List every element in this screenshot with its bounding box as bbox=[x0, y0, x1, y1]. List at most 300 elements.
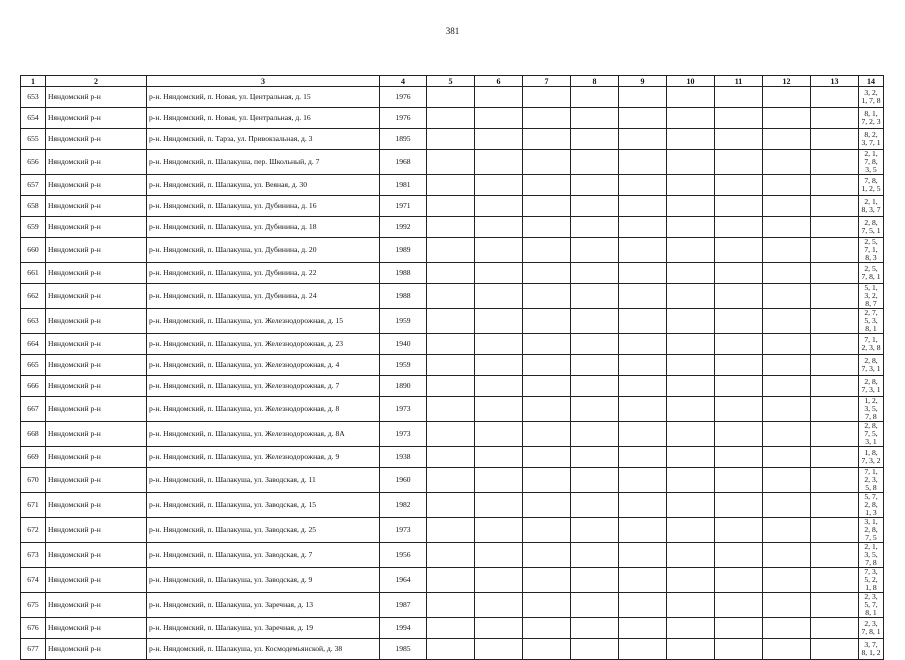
empty-cell-col-13 bbox=[811, 493, 859, 518]
empty-cell-col-6 bbox=[475, 639, 523, 660]
row-number: 671 bbox=[21, 493, 46, 518]
empty-cell-col-5 bbox=[427, 618, 475, 639]
column-header-11: 11 bbox=[715, 76, 763, 87]
table-row bbox=[21, 493, 884, 518]
empty-cell-col-9 bbox=[619, 593, 667, 618]
empty-cell-col-8 bbox=[571, 334, 619, 355]
empty-cell-col-11 bbox=[715, 593, 763, 618]
empty-cell-col-6 bbox=[475, 108, 523, 129]
empty-cell-col-11 bbox=[715, 196, 763, 217]
column-header-9: 9 bbox=[619, 76, 667, 87]
address-cell: р-н. Няндомский, п. Новая, ул. Центральная, д. 16 bbox=[147, 108, 380, 129]
empty-cell-col-5 bbox=[427, 518, 475, 543]
empty-cell-col-8 bbox=[571, 284, 619, 309]
row-number: 675 bbox=[21, 593, 46, 618]
empty-cell-col-7 bbox=[523, 309, 571, 334]
table-row bbox=[21, 397, 884, 422]
empty-cell-col-13 bbox=[811, 618, 859, 639]
row-number: 662 bbox=[21, 284, 46, 309]
code-cell: 7, 8, 1, 2, 5 bbox=[859, 175, 884, 196]
table-row bbox=[21, 334, 884, 355]
empty-cell-col-6 bbox=[475, 263, 523, 284]
empty-cell-col-11 bbox=[715, 493, 763, 518]
empty-cell-col-10 bbox=[667, 468, 715, 493]
empty-cell-col-12 bbox=[763, 376, 811, 397]
row-number: 664 bbox=[21, 334, 46, 355]
empty-cell-col-13 bbox=[811, 518, 859, 543]
empty-cell-col-13 bbox=[811, 447, 859, 468]
address-cell: р-н. Няндомский, п. Шалакуша, ул. Железнодорожная, д. 8 bbox=[147, 397, 380, 422]
empty-cell-col-5 bbox=[427, 447, 475, 468]
table-row bbox=[21, 618, 884, 639]
row-number: 653 bbox=[21, 87, 46, 108]
empty-cell-col-6 bbox=[475, 129, 523, 150]
empty-cell-col-7 bbox=[523, 196, 571, 217]
empty-cell-col-8 bbox=[571, 238, 619, 263]
empty-cell-col-7 bbox=[523, 397, 571, 422]
row-number: 668 bbox=[21, 422, 46, 447]
code-cell: 2, 3, 7, 8, 1 bbox=[859, 618, 884, 639]
empty-cell-col-13 bbox=[811, 238, 859, 263]
empty-cell-col-7 bbox=[523, 284, 571, 309]
empty-cell-col-13 bbox=[811, 397, 859, 422]
empty-cell-col-13 bbox=[811, 468, 859, 493]
empty-cell-col-11 bbox=[715, 355, 763, 376]
empty-cell-col-10 bbox=[667, 150, 715, 175]
table-row bbox=[21, 593, 884, 618]
code-cell: 5, 7, 2, 8, 1, 3 bbox=[859, 493, 884, 518]
empty-cell-col-11 bbox=[715, 238, 763, 263]
empty-cell-col-5 bbox=[427, 493, 475, 518]
address-cell: р-н. Няндомский, п. Тарза, ул. Привокзальная, д. 3 bbox=[147, 129, 380, 150]
district-cell: Няндомский р-н bbox=[46, 518, 147, 543]
empty-cell-col-6 bbox=[475, 284, 523, 309]
row-number: 660 bbox=[21, 238, 46, 263]
empty-cell-col-9 bbox=[619, 355, 667, 376]
empty-cell-col-12 bbox=[763, 618, 811, 639]
column-header-2: 2 bbox=[46, 76, 147, 87]
empty-cell-col-9 bbox=[619, 543, 667, 568]
empty-cell-col-8 bbox=[571, 108, 619, 129]
empty-cell-col-9 bbox=[619, 618, 667, 639]
empty-cell-col-12 bbox=[763, 284, 811, 309]
address-cell: р-н. Няндомский, п. Шалакуша, ул. Дубинина, д. 16 bbox=[147, 196, 380, 217]
empty-cell-col-9 bbox=[619, 468, 667, 493]
row-number: 676 bbox=[21, 618, 46, 639]
column-header-7: 7 bbox=[523, 76, 571, 87]
empty-cell-col-9 bbox=[619, 263, 667, 284]
empty-cell-col-9 bbox=[619, 518, 667, 543]
address-cell: р-н. Няндомский, п. Шалакуша, пер. Школьный, д. 7 bbox=[147, 150, 380, 175]
empty-cell-col-12 bbox=[763, 518, 811, 543]
empty-cell-col-10 bbox=[667, 87, 715, 108]
row-number: 654 bbox=[21, 108, 46, 129]
column-header-6: 6 bbox=[475, 76, 523, 87]
empty-cell-col-13 bbox=[811, 355, 859, 376]
year-cell: 1973 bbox=[380, 397, 427, 422]
empty-cell-col-6 bbox=[475, 196, 523, 217]
district-cell: Няндомский р-н bbox=[46, 593, 147, 618]
empty-cell-col-11 bbox=[715, 422, 763, 447]
empty-cell-col-12 bbox=[763, 543, 811, 568]
district-cell: Няндомский р-н bbox=[46, 108, 147, 129]
empty-cell-col-11 bbox=[715, 263, 763, 284]
empty-cell-col-5 bbox=[427, 376, 475, 397]
empty-cell-col-12 bbox=[763, 568, 811, 593]
year-cell: 1987 bbox=[380, 593, 427, 618]
district-cell: Няндомский р-н bbox=[46, 493, 147, 518]
address-cell: р-н. Няндомский, п. Шалакуша, ул. Заречная, д. 13 bbox=[147, 593, 380, 618]
row-number: 656 bbox=[21, 150, 46, 175]
district-cell: Няндомский р-н bbox=[46, 422, 147, 447]
empty-cell-col-7 bbox=[523, 468, 571, 493]
empty-cell-col-5 bbox=[427, 150, 475, 175]
address-cell: р-н. Няндомский, п. Шалакуша, ул. Железнодорожная, д. 7 bbox=[147, 376, 380, 397]
district-cell: Няндомский р-н bbox=[46, 129, 147, 150]
code-cell: 2, 8, 7, 3, 1 bbox=[859, 355, 884, 376]
district-cell: Няндомский р-н bbox=[46, 284, 147, 309]
page-number: 381 bbox=[445, 26, 460, 36]
empty-cell-col-5 bbox=[427, 108, 475, 129]
empty-cell-col-6 bbox=[475, 593, 523, 618]
empty-cell-col-13 bbox=[811, 334, 859, 355]
empty-cell-col-8 bbox=[571, 175, 619, 196]
empty-cell-col-5 bbox=[427, 422, 475, 447]
empty-cell-col-9 bbox=[619, 196, 667, 217]
table-row bbox=[21, 263, 884, 284]
district-cell: Няндомский р-н bbox=[46, 568, 147, 593]
column-header-4: 4 bbox=[380, 76, 427, 87]
empty-cell-col-10 bbox=[667, 447, 715, 468]
empty-cell-col-11 bbox=[715, 639, 763, 660]
empty-cell-col-10 bbox=[667, 493, 715, 518]
empty-cell-col-12 bbox=[763, 108, 811, 129]
district-cell: Няндомский р-н bbox=[46, 217, 147, 238]
empty-cell-col-12 bbox=[763, 175, 811, 196]
empty-cell-col-5 bbox=[427, 217, 475, 238]
empty-cell-col-7 bbox=[523, 238, 571, 263]
empty-cell-col-8 bbox=[571, 355, 619, 376]
empty-cell-col-6 bbox=[475, 217, 523, 238]
empty-cell-col-10 bbox=[667, 593, 715, 618]
empty-cell-col-5 bbox=[427, 175, 475, 196]
empty-cell-col-12 bbox=[763, 639, 811, 660]
row-number: 667 bbox=[21, 397, 46, 422]
empty-cell-col-13 bbox=[811, 150, 859, 175]
year-cell: 1973 bbox=[380, 518, 427, 543]
empty-cell-col-7 bbox=[523, 618, 571, 639]
empty-cell-col-12 bbox=[763, 593, 811, 618]
empty-cell-col-11 bbox=[715, 175, 763, 196]
row-number: 657 bbox=[21, 175, 46, 196]
code-cell: 7, 3, 5, 2, 1, 8 bbox=[859, 568, 884, 593]
empty-cell-col-11 bbox=[715, 129, 763, 150]
empty-cell-col-13 bbox=[811, 87, 859, 108]
empty-cell-col-12 bbox=[763, 309, 811, 334]
empty-cell-col-5 bbox=[427, 468, 475, 493]
address-cell: р-н. Няндомский, п. Шалакуша, ул. Железнодорожная, д. 4 bbox=[147, 355, 380, 376]
year-cell: 1976 bbox=[380, 108, 427, 129]
empty-cell-col-6 bbox=[475, 468, 523, 493]
empty-cell-col-10 bbox=[667, 355, 715, 376]
row-number: 658 bbox=[21, 196, 46, 217]
empty-cell-col-5 bbox=[427, 639, 475, 660]
empty-cell-col-10 bbox=[667, 196, 715, 217]
empty-cell-col-6 bbox=[475, 238, 523, 263]
district-cell: Няндомский р-н bbox=[46, 468, 147, 493]
empty-cell-col-9 bbox=[619, 309, 667, 334]
empty-cell-col-8 bbox=[571, 593, 619, 618]
table-row bbox=[21, 639, 884, 660]
table-row bbox=[21, 129, 884, 150]
table-row bbox=[21, 447, 884, 468]
empty-cell-col-8 bbox=[571, 397, 619, 422]
table-row bbox=[21, 284, 884, 309]
empty-cell-col-12 bbox=[763, 397, 811, 422]
empty-cell-col-11 bbox=[715, 447, 763, 468]
code-cell: 2, 1, 8, 3, 7 bbox=[859, 196, 884, 217]
empty-cell-col-10 bbox=[667, 568, 715, 593]
address-cell: р-н. Няндомский, п. Шалакуша, ул. Дубинина, д. 22 bbox=[147, 263, 380, 284]
empty-cell-col-8 bbox=[571, 263, 619, 284]
code-cell: 2, 3, 5, 7, 8, 1 bbox=[859, 593, 884, 618]
empty-cell-col-8 bbox=[571, 309, 619, 334]
empty-cell-col-6 bbox=[475, 376, 523, 397]
empty-cell-col-7 bbox=[523, 175, 571, 196]
empty-cell-col-10 bbox=[667, 284, 715, 309]
year-cell: 1988 bbox=[380, 263, 427, 284]
empty-cell-col-5 bbox=[427, 543, 475, 568]
table-row bbox=[21, 568, 884, 593]
empty-cell-col-12 bbox=[763, 355, 811, 376]
empty-cell-col-10 bbox=[667, 543, 715, 568]
row-number: 655 bbox=[21, 129, 46, 150]
code-cell: 3, 1, 2, 8, 7, 5 bbox=[859, 518, 884, 543]
empty-cell-col-5 bbox=[427, 593, 475, 618]
empty-cell-col-5 bbox=[427, 355, 475, 376]
empty-cell-col-10 bbox=[667, 397, 715, 422]
empty-cell-col-9 bbox=[619, 284, 667, 309]
row-number: 673 bbox=[21, 543, 46, 568]
register-table bbox=[20, 75, 884, 660]
empty-cell-col-6 bbox=[475, 175, 523, 196]
empty-cell-col-7 bbox=[523, 217, 571, 238]
empty-cell-col-5 bbox=[427, 284, 475, 309]
year-cell: 1985 bbox=[380, 639, 427, 660]
code-cell: 3, 2, 1, 7, 8 bbox=[859, 87, 884, 108]
empty-cell-col-10 bbox=[667, 618, 715, 639]
year-cell: 1976 bbox=[380, 87, 427, 108]
empty-cell-col-13 bbox=[811, 639, 859, 660]
address-cell: р-н. Няндомский, п. Шалакуша, ул. Дубинина, д. 20 bbox=[147, 238, 380, 263]
address-cell: р-н. Няндомский, п. Новая, ул. Центральная, д. 15 bbox=[147, 87, 380, 108]
column-header-10: 10 bbox=[667, 76, 715, 87]
address-cell: р-н. Няндомский, п. Шалакуша, ул. Заводская, д. 25 bbox=[147, 518, 380, 543]
district-cell: Няндомский р-н bbox=[46, 309, 147, 334]
empty-cell-col-9 bbox=[619, 397, 667, 422]
empty-cell-col-11 bbox=[715, 150, 763, 175]
year-cell: 1964 bbox=[380, 568, 427, 593]
empty-cell-col-13 bbox=[811, 129, 859, 150]
empty-cell-col-9 bbox=[619, 87, 667, 108]
empty-cell-col-13 bbox=[811, 543, 859, 568]
empty-cell-col-13 bbox=[811, 376, 859, 397]
empty-cell-col-9 bbox=[619, 334, 667, 355]
empty-cell-col-11 bbox=[715, 309, 763, 334]
empty-cell-col-10 bbox=[667, 639, 715, 660]
address-cell: р-н. Няндомский, п. Шалакуша, ул. Космодемьянской, д. 38 bbox=[147, 639, 380, 660]
empty-cell-col-10 bbox=[667, 334, 715, 355]
code-cell: 1, 8, 7, 3, 2 bbox=[859, 447, 884, 468]
empty-cell-col-9 bbox=[619, 108, 667, 129]
address-cell: р-н. Няндомский, п. Шалакуша, ул. Заводская, д. 9 bbox=[147, 568, 380, 593]
empty-cell-col-10 bbox=[667, 175, 715, 196]
year-cell: 1959 bbox=[380, 355, 427, 376]
year-cell: 1981 bbox=[380, 175, 427, 196]
empty-cell-col-9 bbox=[619, 217, 667, 238]
empty-cell-col-10 bbox=[667, 309, 715, 334]
row-number: 674 bbox=[21, 568, 46, 593]
empty-cell-col-7 bbox=[523, 568, 571, 593]
address-cell: р-н. Няндомский, п. Шалакуша, ул. Заречная, д. 19 bbox=[147, 618, 380, 639]
code-cell: 2, 5, 7, 8, 1 bbox=[859, 263, 884, 284]
year-cell: 1890 bbox=[380, 376, 427, 397]
year-cell: 1982 bbox=[380, 493, 427, 518]
code-cell: 2, 1, 7, 8, 3, 5 bbox=[859, 150, 884, 175]
empty-cell-col-6 bbox=[475, 543, 523, 568]
empty-cell-col-6 bbox=[475, 150, 523, 175]
row-number: 672 bbox=[21, 518, 46, 543]
empty-cell-col-7 bbox=[523, 263, 571, 284]
year-cell: 1968 bbox=[380, 150, 427, 175]
row-number: 670 bbox=[21, 468, 46, 493]
code-cell: 7, 1, 2, 3, 8 bbox=[859, 334, 884, 355]
column-header-12: 12 bbox=[763, 76, 811, 87]
district-cell: Няндомский р-н bbox=[46, 543, 147, 568]
empty-cell-col-12 bbox=[763, 334, 811, 355]
empty-cell-col-6 bbox=[475, 568, 523, 593]
empty-cell-col-7 bbox=[523, 543, 571, 568]
empty-cell-col-5 bbox=[427, 568, 475, 593]
empty-cell-col-7 bbox=[523, 108, 571, 129]
empty-cell-col-9 bbox=[619, 175, 667, 196]
district-cell: Няндомский р-н bbox=[46, 334, 147, 355]
code-cell: 2, 8, 7, 5, 3, 1 bbox=[859, 422, 884, 447]
year-cell: 1994 bbox=[380, 618, 427, 639]
empty-cell-col-6 bbox=[475, 493, 523, 518]
empty-cell-col-6 bbox=[475, 334, 523, 355]
empty-cell-col-13 bbox=[811, 568, 859, 593]
column-header-5: 5 bbox=[427, 76, 475, 87]
empty-cell-col-8 bbox=[571, 150, 619, 175]
table-row bbox=[21, 468, 884, 493]
empty-cell-col-13 bbox=[811, 309, 859, 334]
empty-cell-col-5 bbox=[427, 397, 475, 422]
row-number: 663 bbox=[21, 309, 46, 334]
empty-cell-col-9 bbox=[619, 129, 667, 150]
empty-cell-col-12 bbox=[763, 87, 811, 108]
empty-cell-col-8 bbox=[571, 618, 619, 639]
district-cell: Няндомский р-н bbox=[46, 150, 147, 175]
empty-cell-col-11 bbox=[715, 108, 763, 129]
code-cell: 2, 7, 5, 3, 8, 1 bbox=[859, 309, 884, 334]
empty-cell-col-6 bbox=[475, 447, 523, 468]
empty-cell-col-9 bbox=[619, 238, 667, 263]
year-cell: 1956 bbox=[380, 543, 427, 568]
empty-cell-col-10 bbox=[667, 217, 715, 238]
empty-cell-col-10 bbox=[667, 108, 715, 129]
district-cell: Няндомский р-н bbox=[46, 238, 147, 263]
empty-cell-col-6 bbox=[475, 422, 523, 447]
empty-cell-col-10 bbox=[667, 376, 715, 397]
empty-cell-col-7 bbox=[523, 334, 571, 355]
empty-cell-col-5 bbox=[427, 87, 475, 108]
empty-cell-col-12 bbox=[763, 263, 811, 284]
empty-cell-col-12 bbox=[763, 468, 811, 493]
empty-cell-col-9 bbox=[619, 568, 667, 593]
district-cell: Няндомский р-н bbox=[46, 87, 147, 108]
year-cell: 1940 bbox=[380, 334, 427, 355]
year-cell: 1895 bbox=[380, 129, 427, 150]
empty-cell-col-12 bbox=[763, 196, 811, 217]
empty-cell-col-11 bbox=[715, 87, 763, 108]
empty-cell-col-10 bbox=[667, 422, 715, 447]
empty-cell-col-12 bbox=[763, 150, 811, 175]
district-cell: Няндомский р-н bbox=[46, 196, 147, 217]
empty-cell-col-7 bbox=[523, 518, 571, 543]
empty-cell-col-5 bbox=[427, 309, 475, 334]
empty-cell-col-10 bbox=[667, 263, 715, 284]
empty-cell-col-13 bbox=[811, 175, 859, 196]
year-cell: 1992 bbox=[380, 217, 427, 238]
empty-cell-col-8 bbox=[571, 639, 619, 660]
empty-cell-col-10 bbox=[667, 129, 715, 150]
year-cell: 1959 bbox=[380, 309, 427, 334]
empty-cell-col-6 bbox=[475, 397, 523, 422]
empty-cell-col-13 bbox=[811, 196, 859, 217]
empty-cell-col-12 bbox=[763, 447, 811, 468]
empty-cell-col-7 bbox=[523, 376, 571, 397]
empty-cell-col-7 bbox=[523, 355, 571, 376]
empty-cell-col-11 bbox=[715, 284, 763, 309]
district-cell: Няндомский р-н bbox=[46, 618, 147, 639]
empty-cell-col-9 bbox=[619, 639, 667, 660]
code-cell: 3, 7, 8, 1, 2 bbox=[859, 639, 884, 660]
empty-cell-col-9 bbox=[619, 150, 667, 175]
empty-cell-col-13 bbox=[811, 284, 859, 309]
empty-cell-col-11 bbox=[715, 217, 763, 238]
year-cell: 1989 bbox=[380, 238, 427, 263]
empty-cell-col-11 bbox=[715, 543, 763, 568]
empty-cell-col-10 bbox=[667, 518, 715, 543]
empty-cell-col-8 bbox=[571, 217, 619, 238]
district-cell: Няндомский р-н bbox=[46, 175, 147, 196]
year-cell: 1938 bbox=[380, 447, 427, 468]
empty-cell-col-7 bbox=[523, 129, 571, 150]
code-cell: 2, 8, 7, 5, 1 bbox=[859, 217, 884, 238]
district-cell: Няндомский р-н bbox=[46, 376, 147, 397]
address-cell: р-н. Няндомский, п. Шалакуша, ул. Железнодорожная, д. 15 bbox=[147, 309, 380, 334]
empty-cell-col-5 bbox=[427, 238, 475, 263]
address-cell: р-н. Няндомский, п. Шалакуша, ул. Заводская, д. 11 bbox=[147, 468, 380, 493]
empty-cell-col-6 bbox=[475, 355, 523, 376]
column-header-3: 3 bbox=[147, 76, 380, 87]
empty-cell-col-8 bbox=[571, 468, 619, 493]
empty-cell-col-9 bbox=[619, 376, 667, 397]
column-header-1: 1 bbox=[21, 76, 46, 87]
empty-cell-col-13 bbox=[811, 217, 859, 238]
empty-cell-col-11 bbox=[715, 334, 763, 355]
